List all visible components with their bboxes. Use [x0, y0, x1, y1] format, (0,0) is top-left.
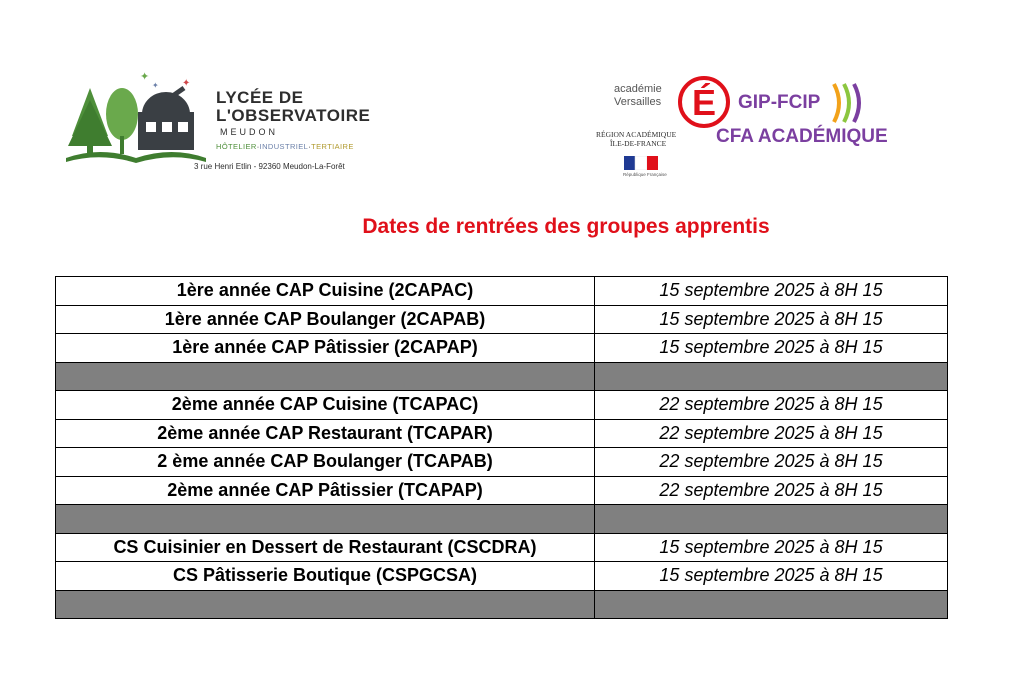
sector-tertiaire: TERTIAIRE: [311, 142, 354, 151]
separator-row: [56, 362, 948, 391]
start-date: 15 septembre 2025 à 8H 15: [595, 533, 948, 562]
table-row: [56, 334, 948, 363]
start-date: 22 septembre 2025 à 8H 15: [595, 391, 948, 420]
table-row: [56, 562, 948, 591]
start-date: 15 septembre 2025 à 8H 15: [595, 334, 948, 363]
separator-row: [56, 590, 948, 619]
school-sectors: [216, 142, 354, 151]
gip-fcip-label: GIP-FCIP: [738, 92, 821, 113]
start-date: [595, 505, 948, 534]
table-row: [56, 448, 948, 477]
group-label: [56, 590, 595, 619]
table-row: [56, 476, 948, 505]
school-name-line1: LYCÉE DE: [216, 88, 304, 107]
start-date: 22 septembre 2025 à 8H 15: [595, 419, 948, 448]
start-date: 22 septembre 2025 à 8H 15: [595, 476, 948, 505]
start-date: 15 septembre 2025 à 8H 15: [595, 562, 948, 591]
school-city: MEUDON: [220, 127, 278, 137]
svg-text:✦: ✦: [140, 70, 150, 83]
academie-label: académie: [614, 83, 662, 95]
group-label: 2ème année CAP Pâtissier (TCAPAP): [56, 476, 595, 505]
academie-e-logo-icon: [674, 70, 734, 130]
start-date: 15 septembre 2025 à 8H 15: [595, 305, 948, 334]
group-label: 2ème année CAP Restaurant (TCAPAR): [56, 419, 595, 448]
versailles-label: Versailles: [614, 96, 662, 108]
group-label: 1ère année CAP Cuisine (2CAPAC): [56, 277, 595, 306]
group-label: 2 ème année CAP Boulanger (TCAPAB): [56, 448, 595, 477]
svg-text:✦: ✦: [182, 78, 191, 89]
table-row: [56, 277, 948, 306]
school-address: 3 rue Henri Etlin - 92360 Meudon-La-Forêt: [194, 162, 345, 171]
region-label-line2: ÎLE-DE-FRANCE: [610, 139, 667, 148]
start-date: 22 septembre 2025 à 8H 15: [595, 448, 948, 477]
observatory-illustration-icon: [60, 66, 210, 166]
svg-text:✦: ✦: [152, 81, 159, 90]
start-date: [595, 362, 948, 391]
table-row: [56, 533, 948, 562]
separator-row: [56, 505, 948, 534]
group-label: 2ème année CAP Cuisine (TCAPAC): [56, 391, 595, 420]
table-row: [56, 305, 948, 334]
group-label: CS Cuisinier en Dessert de Restaurant (CSCDRA): [56, 533, 595, 562]
parentheses-decoration-icon: [830, 80, 866, 126]
school-logo: [60, 66, 400, 178]
e-letter: É: [691, 82, 717, 123]
group-label: [56, 362, 595, 391]
republique-francaise-label: République Française: [623, 172, 667, 177]
sector-separator: ·: [308, 142, 312, 151]
page-title: Dates de rentrées des groupes apprentis: [362, 215, 770, 238]
sector-industriel: INDUSTRIEL: [259, 142, 309, 151]
table-row: [56, 419, 948, 448]
region-label-line1: RÉGION ACADÉMIQUE: [596, 130, 677, 139]
group-label: 1ère année CAP Boulanger (2CAPAB): [56, 305, 595, 334]
sector-separator: ·: [256, 142, 260, 151]
start-date: [595, 590, 948, 619]
start-date: 15 septembre 2025 à 8H 15: [595, 277, 948, 306]
schedule-table: [55, 276, 948, 619]
group-label: [56, 505, 595, 534]
republique-francaise-flag-icon: [624, 156, 658, 170]
partner-logo: [590, 66, 920, 184]
group-label: CS Pâtisserie Boutique (CSPGCSA): [56, 562, 595, 591]
school-name-line2: L'OBSERVATOIRE: [216, 106, 371, 125]
cfa-academique-label: CFA ACADÉMIQUE: [716, 126, 888, 147]
table-row: [56, 391, 948, 420]
sector-hotelier: HÔTELIER: [216, 142, 257, 151]
group-label: 1ère année CAP Pâtissier (2CAPAP): [56, 334, 595, 363]
